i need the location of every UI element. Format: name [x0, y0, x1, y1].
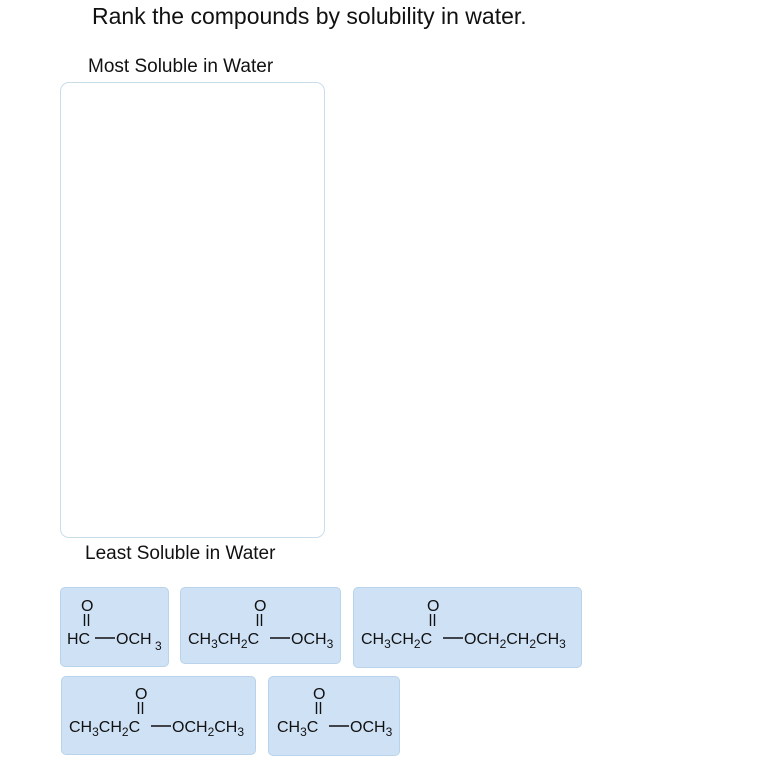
compound-tile-propyl-propanoate[interactable] — [353, 587, 582, 668]
propyl-propanoate-structure — [354, 588, 583, 669]
compound-tile-methyl-acetate[interactable] — [268, 676, 400, 756]
right-group-label: $OCH_2CH_2CH_3$ — [464, 631, 566, 651]
most-soluble-label: Most Soluble in Water — [88, 56, 274, 77]
left-group-label: $CH_3C$ — [277, 719, 319, 739]
left-group-label: $CH_3CH_2C$ — [188, 631, 260, 651]
carbonyl-oxygen-label: O — [254, 598, 267, 615]
compound-tile-ethyl-propanoate[interactable] — [61, 676, 256, 755]
carbonyl-oxygen-label: O — [313, 686, 326, 703]
compound-tile-methyl-propanoate[interactable] — [180, 587, 341, 664]
left-group-label: $CH_3CH_2C$ — [361, 631, 433, 651]
ranking-dropzone[interactable] — [60, 82, 325, 538]
methyl-propanoate-structure — [181, 588, 342, 665]
left-group-label: $CH_3CH_2C$ — [69, 719, 141, 739]
right-group-label: $OCH_2CH_3$ — [172, 719, 245, 739]
methyl-acetate-structure — [269, 677, 401, 757]
right-group-label: $OCH_3$ — [350, 719, 393, 739]
carbonyl-oxygen-label: O — [81, 598, 94, 615]
carbonyl-oxygen-label: O — [135, 686, 148, 703]
question-prompt: Rank the compounds by solubility in water. — [92, 3, 527, 29]
right-group-label: OCH — [116, 631, 152, 648]
compound-tile-methyl-formate[interactable] — [60, 587, 169, 667]
left-group-label: HC — [67, 631, 91, 648]
ethyl-propanoate-structure — [62, 677, 257, 756]
right-group-subscript: 3 — [155, 639, 162, 653]
least-soluble-label: Least Soluble in Water — [85, 543, 276, 564]
right-group-label: $OCH_3$ — [291, 631, 334, 651]
methyl-formate-structure — [61, 588, 170, 668]
carbonyl-oxygen-label: O — [427, 598, 440, 615]
